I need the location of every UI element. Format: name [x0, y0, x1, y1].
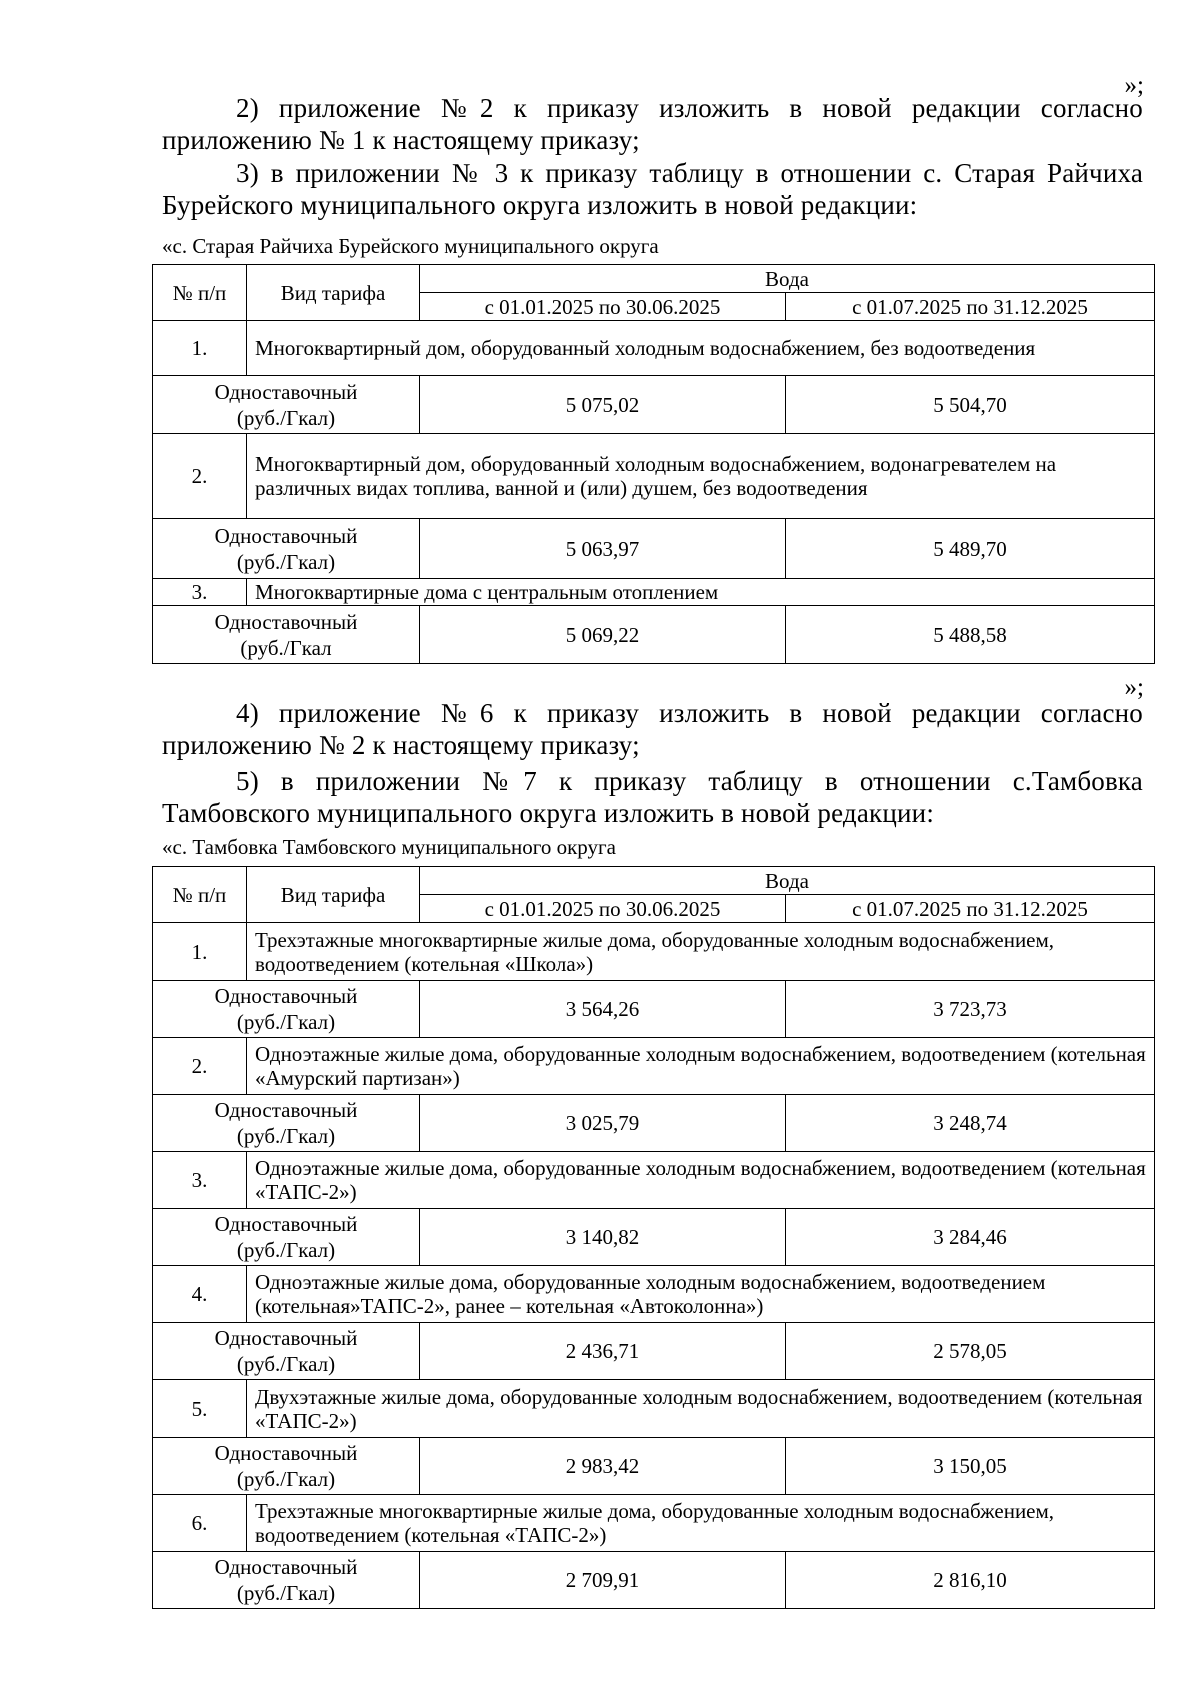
rate-type-line: Одноставочный [214, 523, 358, 548]
table-row [153, 1152, 1155, 1209]
value-period-2: 3 150,05 [786, 1438, 1155, 1495]
table-row [153, 1266, 1155, 1323]
rate-type-unit: (руб./Гкал [240, 635, 332, 660]
value-period-1: 5 075,02 [420, 376, 786, 434]
table-row [153, 981, 1155, 1038]
paragraph-line: 4) приложение №6 к приказу изложить в новой редакции согласно [236, 698, 1143, 728]
header-type: Вид тарифа [247, 867, 420, 923]
paragraph-line: приложению № 1 к настоящему приказу; [162, 125, 640, 155]
row-number: 3. [153, 579, 247, 606]
row-number: 6. [153, 1495, 247, 1552]
row-description: Многоквартирные дома с центральным отоплением [247, 579, 1155, 606]
rate-type-unit: (руб./Гкал) [236, 1238, 336, 1262]
table-row [153, 923, 1155, 981]
rate-type [153, 981, 420, 1038]
value-period-1: 5 069,22 [420, 606, 786, 664]
row-description: Трехэтажные многоквартирные жилые дома, оборудованные холодным водоснабжением, водоотведением (котельная «Школа») [247, 923, 1155, 981]
rate-type-line: Одноставочный [214, 1098, 358, 1122]
paragraph-item-3 [162, 157, 1143, 221]
row-description: Двухэтажные жилые дома, оборудованные холодным водоснабжением, водоотведением (котельная «ТАПС-2») [247, 1380, 1155, 1438]
value-period-2: 5 488,58 [786, 606, 1155, 664]
rate-type-unit: (руб./Гкал) [236, 1467, 336, 1491]
rate-type-line: Одноставочный [214, 379, 358, 404]
table-row [153, 579, 1155, 606]
value-period-2: 5 504,70 [786, 376, 1155, 434]
value-period-2: 2 578,05 [786, 1323, 1155, 1380]
rate-type-line: Одноставочный [214, 1212, 358, 1236]
value-period-1: 5 063,97 [420, 519, 786, 579]
rate-type [153, 1095, 420, 1152]
value-period-1: 2 436,71 [420, 1323, 786, 1380]
rate-type [153, 376, 420, 434]
table-row [153, 519, 1155, 579]
tariff-table-1 [152, 264, 1155, 664]
tariff-table-2 [152, 866, 1155, 1609]
table-caption-1: «с. Старая Райчиха Бурейского муниципального округа [162, 234, 659, 258]
rate-type-line: Одноставочный [214, 609, 358, 634]
value-period-1: 3 025,79 [420, 1095, 786, 1152]
table-caption-2: «с. Тамбовка Тамбовского муниципального округа [162, 835, 616, 859]
table-row [153, 376, 1155, 434]
row-description: Одноэтажные жилые дома, оборудованные холодным водоснабжением, водоотведением (котельная «Амурский партизан») [247, 1038, 1155, 1095]
row-number: 1. [153, 321, 247, 376]
value-period-2: 3 284,46 [786, 1209, 1155, 1266]
paragraph-line: 5) в приложении №7 к приказу таблицу в отношении с.Тамбовка [236, 766, 1143, 796]
header-period-2: с 01.07.2025 по 31.12.2025 [786, 895, 1155, 923]
table-row [153, 1095, 1155, 1152]
paragraph-line: 2) приложение №2 к приказу изложить в новой редакции согласно [236, 93, 1143, 123]
rate-type-unit: (руб./Гкал) [236, 1010, 336, 1034]
table-row [153, 1438, 1155, 1495]
header-water: Вода [420, 265, 1155, 293]
rate-type-line: Одноставочный [214, 1555, 358, 1579]
paragraph-item-4 [162, 697, 1143, 761]
rate-type-unit: (руб./Гкал) [236, 405, 336, 430]
value-period-2: 3 723,73 [786, 981, 1155, 1038]
row-description: Трехэтажные многоквартирные жилые дома, оборудованные холодным водоснабжением, водоотведением (котельная «ТАПС-2») [247, 1495, 1155, 1552]
header-type: Вид тарифа [247, 265, 420, 321]
row-description: Одноэтажные жилые дома, оборудованные холодным водоснабжением, водоотведением (котельная»ТАПС-2», ранее – котельная «Автоколонна») [247, 1266, 1155, 1323]
rate-type-line: Одноставочный [214, 1326, 358, 1350]
rate-type-unit: (руб./Гкал) [236, 1352, 336, 1376]
row-number: 2. [153, 434, 247, 519]
value-period-1: 2 709,91 [420, 1552, 786, 1609]
paragraph-item-2 [162, 92, 1143, 156]
header-period-1: с 01.01.2025 по 30.06.2025 [420, 293, 786, 321]
header-water: Вода [420, 867, 1155, 895]
table-row [153, 1038, 1155, 1095]
header-num: № п/п [153, 265, 247, 321]
row-number: 5. [153, 1380, 247, 1438]
table-row [153, 1323, 1155, 1380]
table-row [153, 1209, 1155, 1266]
row-description: Многоквартирный дом, оборудованный холодным водоснабжением, водонагревателем на различных видах топлива, ванной и (или) душем, без водоотведения [247, 434, 1155, 519]
row-number: 2. [153, 1038, 247, 1095]
closing-quote-mid: »; [1124, 674, 1144, 701]
row-description: Одноэтажные жилые дома, оборудованные холодным водоснабжением, водоотведением (котельная «ТАПС-2») [247, 1152, 1155, 1209]
paragraph-line: Тамбовского муниципального округа изложить в новой редакции: [162, 798, 935, 828]
rate-type-line: Одноставочный [214, 984, 358, 1008]
paragraph-item-5 [162, 765, 1143, 829]
row-description: Многоквартирный дом, оборудованный холодным водоснабжением, без водоотведения [247, 321, 1155, 376]
rate-type-unit: (руб./Гкал) [236, 1124, 336, 1148]
value-period-1: 3 140,82 [420, 1209, 786, 1266]
value-period-2: 5 489,70 [786, 519, 1155, 579]
value-period-2: 2 816,10 [786, 1552, 1155, 1609]
paragraph-line: Бурейского муниципального округа изложить в новой редакции: [162, 190, 918, 220]
rate-type [153, 606, 420, 664]
header-num: № п/п [153, 867, 247, 923]
paragraph-line: приложению № 2 к настоящему приказу; [162, 730, 640, 760]
rate-type-unit: (руб./Гкал) [236, 1581, 336, 1605]
rate-type [153, 1552, 420, 1609]
rate-type-unit: (руб./Гкал) [236, 549, 336, 574]
rate-type [153, 1438, 420, 1495]
row-number: 3. [153, 1152, 247, 1209]
row-number: 1. [153, 923, 247, 981]
table-row [153, 434, 1155, 519]
table-row [153, 1380, 1155, 1438]
rate-type [153, 1323, 420, 1380]
value-period-2: 3 248,74 [786, 1095, 1155, 1152]
rate-type-line: Одноставочный [214, 1441, 358, 1465]
table-row [153, 1495, 1155, 1552]
table-row [153, 606, 1155, 664]
rate-type [153, 519, 420, 579]
row-number: 4. [153, 1266, 247, 1323]
header-period-2: с 01.07.2025 по 31.12.2025 [786, 293, 1155, 321]
paragraph-line: 3) в приложении № 3 к приказу таблицу в отношении с. Старая Райчиха [236, 158, 1143, 188]
closing-quote-top: »; [1124, 72, 1144, 99]
header-period-1: с 01.01.2025 по 30.06.2025 [420, 895, 786, 923]
table-row [153, 1552, 1155, 1609]
table-row [153, 321, 1155, 376]
value-period-1: 2 983,42 [420, 1438, 786, 1495]
rate-type [153, 1209, 420, 1266]
value-period-1: 3 564,26 [420, 981, 786, 1038]
